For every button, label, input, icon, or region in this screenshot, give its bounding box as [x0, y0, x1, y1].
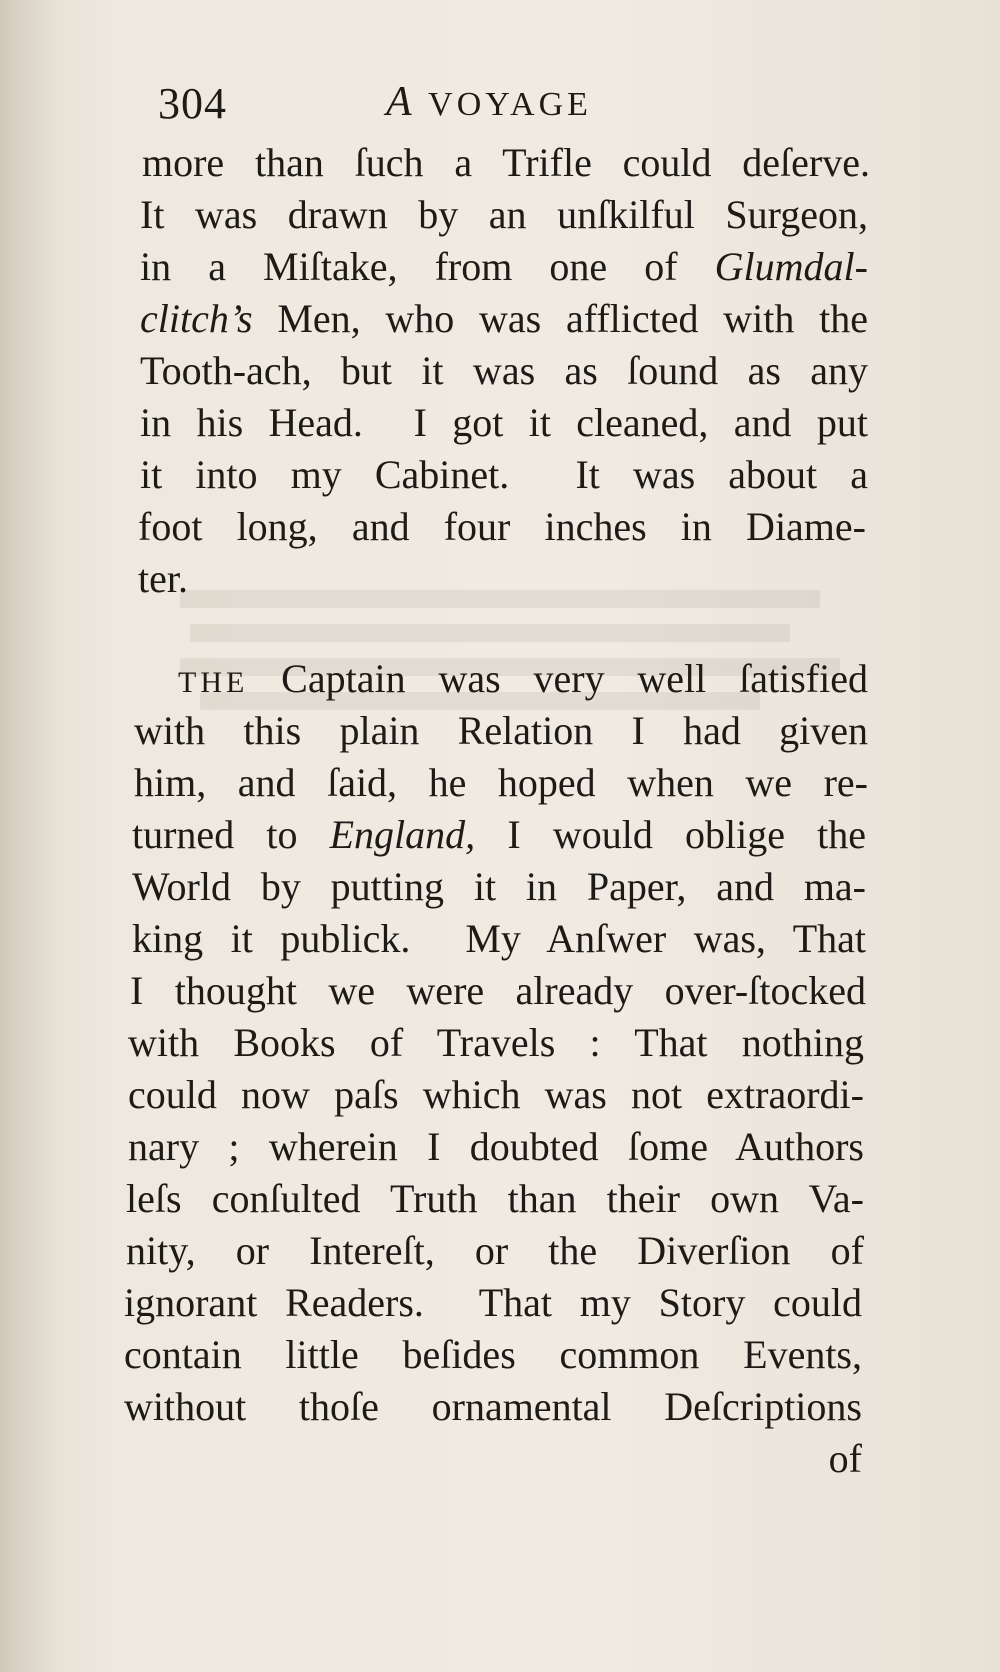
line-segment: in a Miſtake, from one of — [140, 244, 715, 289]
running-head-title: VOYAGE — [428, 86, 592, 123]
text-line: nity, or Intereſt, or the Diverſion of — [126, 1228, 864, 1273]
text-line: without thoſe ornamental Deſcriptions — [124, 1384, 862, 1429]
text-line — [140, 244, 868, 290]
text-line: with Books of Travels : That nothing — [128, 1020, 864, 1065]
name-glumdalclitch-end: clitch’s — [140, 296, 253, 341]
place-england: England, — [329, 812, 476, 857]
text-line: more than ſuch a Trifle could deſerve. — [142, 140, 870, 185]
text-line: could now paſs which was not extraordi- — [128, 1072, 864, 1117]
text-line: contain little beſides common Events, — [124, 1332, 862, 1377]
text-line: him, and ſaid, he hoped when we re- — [134, 760, 868, 805]
page-number: 304 — [158, 79, 227, 128]
name-glumdalclitch-start: Glumdal- — [714, 244, 868, 289]
text-line: I thought we were already over-ſtocked — [130, 968, 866, 1013]
text-line: foot long, and four inches in Diame- — [138, 504, 866, 549]
line-segment: Men, who was afflicted with the — [252, 296, 868, 341]
text-line — [140, 296, 868, 342]
text-line: in his Head. I got it cleaned, and put — [140, 400, 868, 445]
text-line: ter. — [138, 556, 188, 601]
line-segment: Captain was very well ſatisfied — [248, 656, 868, 701]
text-line: It was drawn by an unſkilful Surgeon, — [140, 192, 868, 237]
text-line: leſs conſulted Truth than their own Va- — [126, 1176, 864, 1221]
running-head — [386, 78, 592, 126]
text-line: with this plain Relation I had given — [134, 708, 868, 753]
running-header — [158, 78, 878, 138]
text-line: ignorant Readers. That my Story could — [124, 1280, 862, 1325]
text-line: it into my Cabinet. It was about a — [140, 452, 868, 497]
running-head-article: A — [386, 79, 415, 125]
text-line: nary ; wherein I doubted ſome Authors — [128, 1124, 864, 1169]
text-line: Tooth-ach, but it was as ſound as any — [140, 348, 868, 393]
line-segment: I would oblige the — [475, 812, 866, 857]
page-shadow — [0, 0, 60, 1672]
text-line: World by putting it in Paper, and ma- — [132, 864, 866, 909]
text-line: king it publick. My Anſwer was, That — [132, 916, 866, 961]
catchword: of — [828, 1436, 862, 1481]
line-segment: turned to — [132, 812, 330, 857]
paragraph-initial: THE — [178, 666, 249, 699]
text-line — [132, 812, 866, 858]
text-line — [178, 656, 868, 706]
